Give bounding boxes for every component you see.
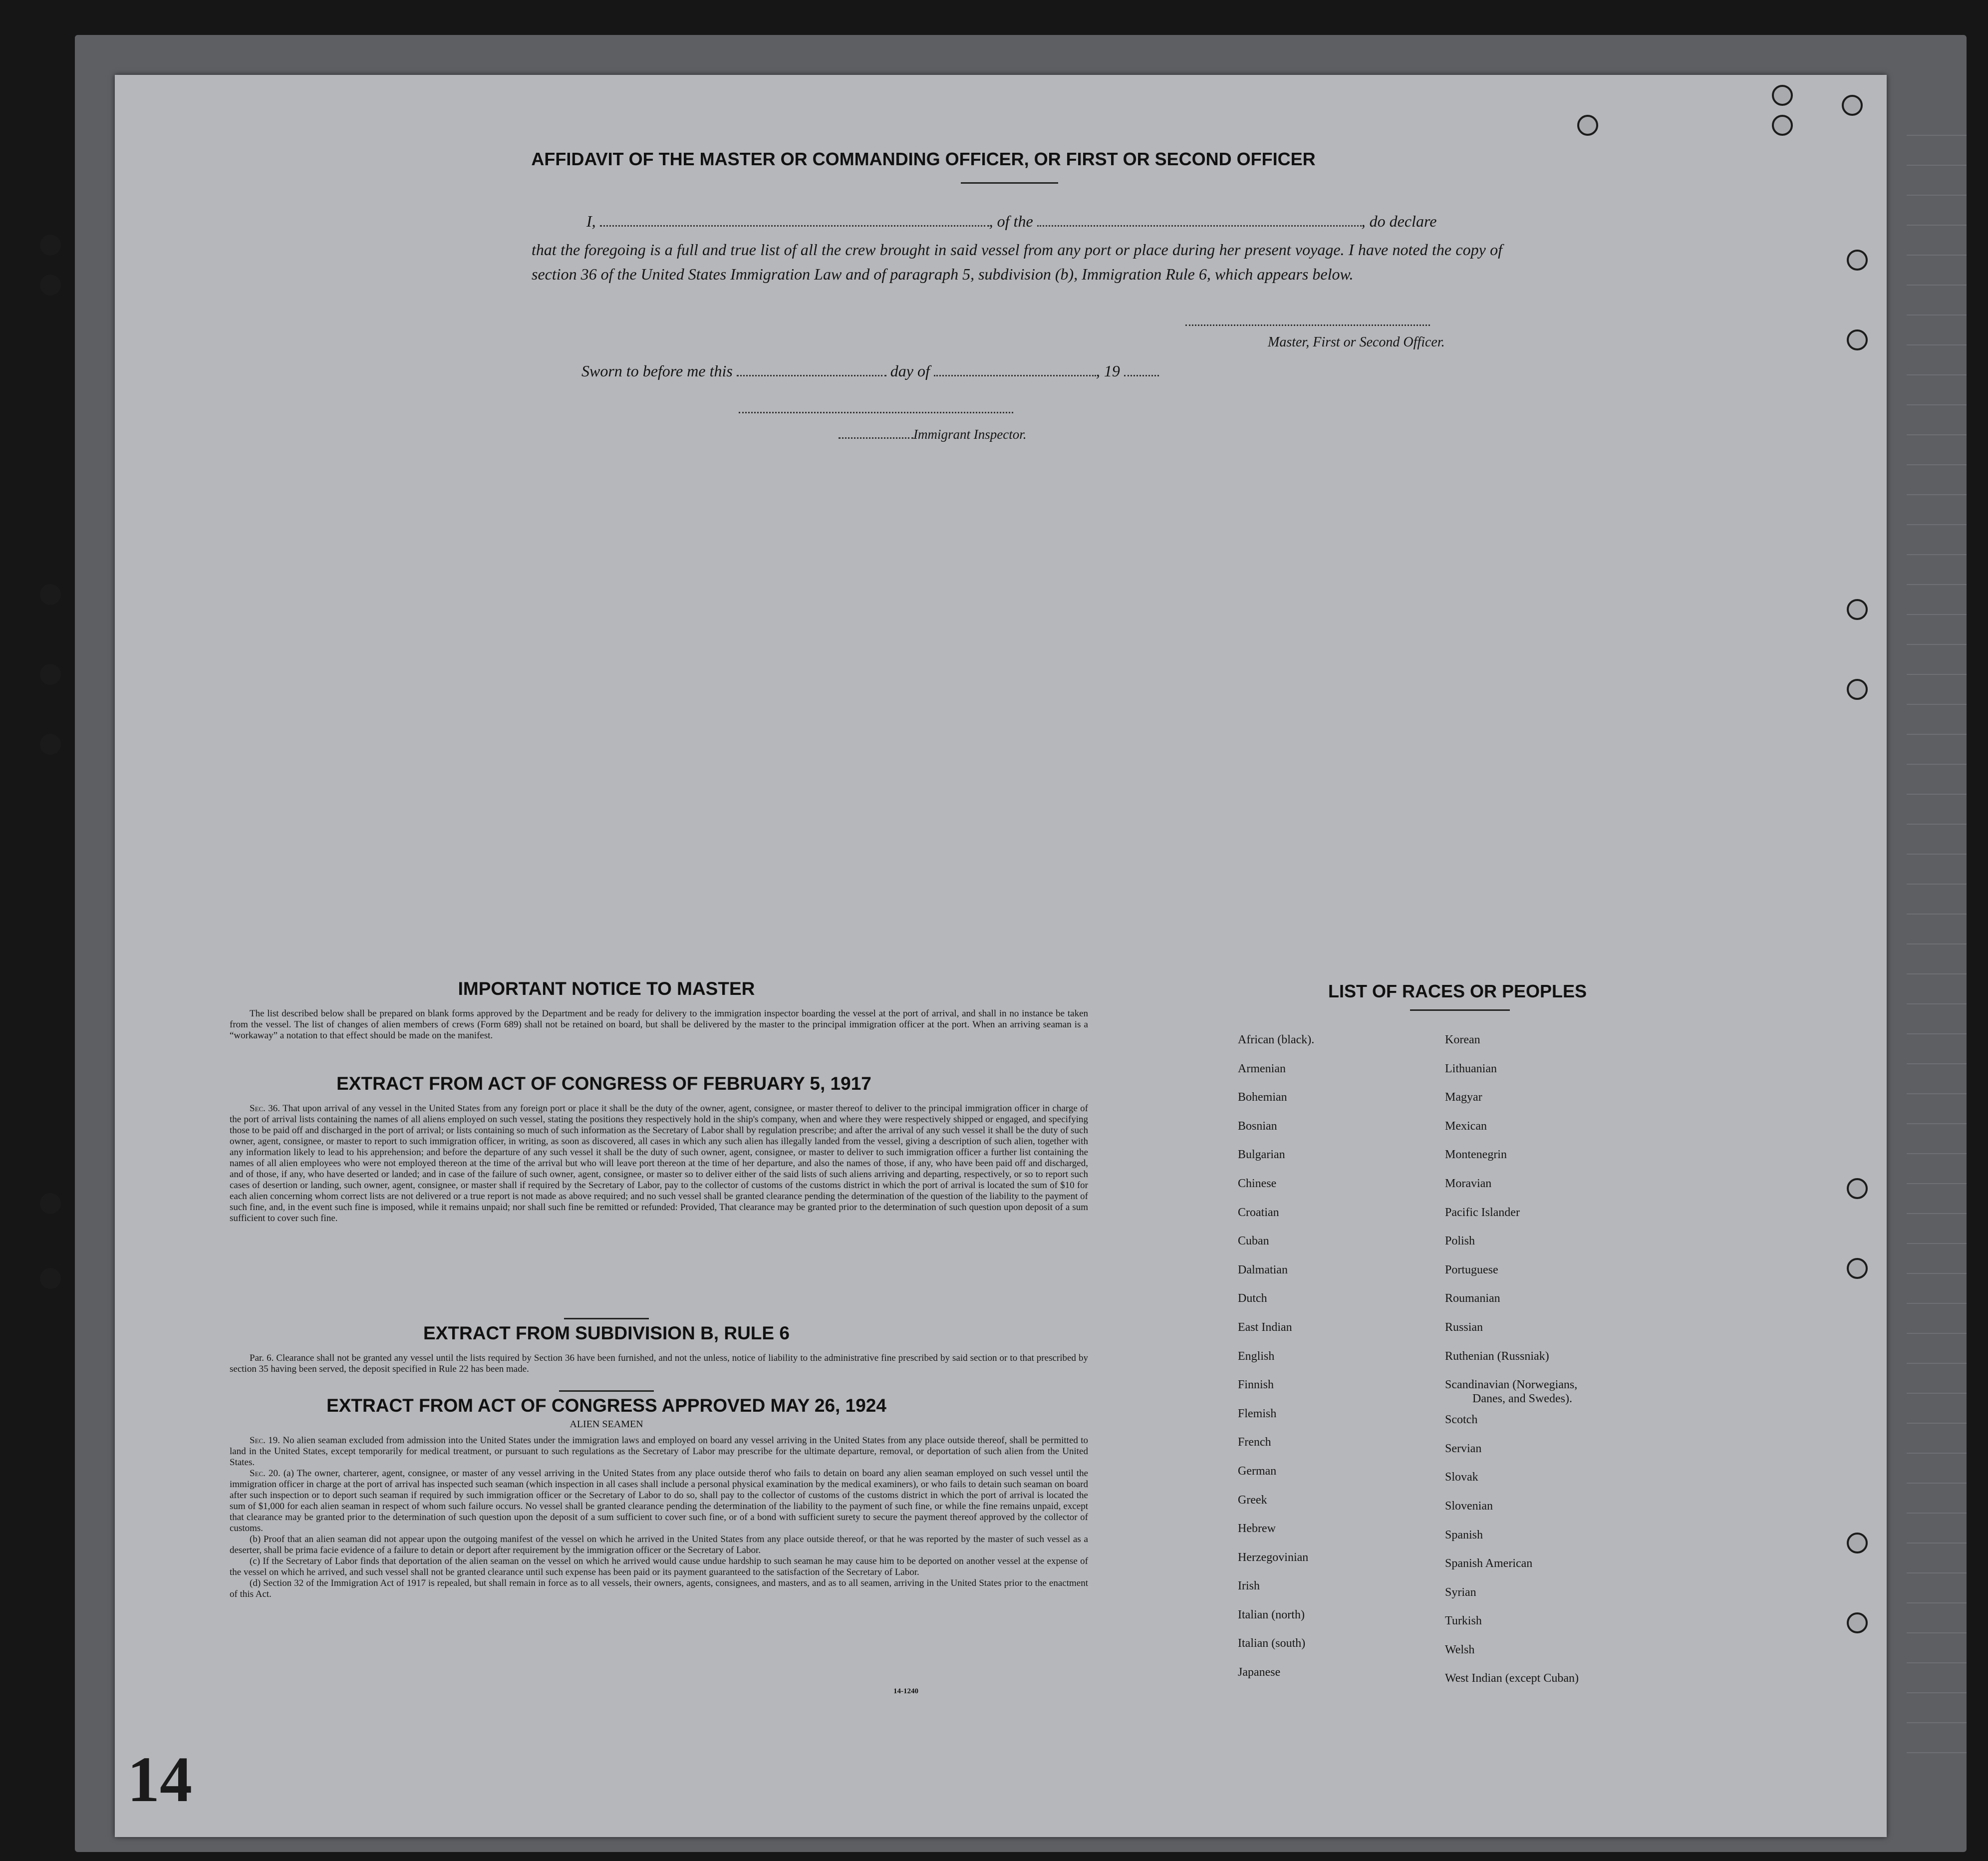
race-item: Bosnian — [1238, 1119, 1277, 1133]
extract-1917-title: EXTRACT FROM ACT OF CONGRESS OF FEBRUARY 5, 1917 — [336, 1073, 871, 1094]
sec-36-text: That upon arrival of any vessel in the United States from any foreign port or place it shall be the duty of the owner, agent, consignee, or master thereof to deliver to the principal immigration officer in charge of the port of arrival lists containing the names of all aliens employed on such vessel, stating the positions they respectively hold in the ship's company, when and where they were respectively shipped or engaged, and specifying those to be paid off and discharged in the port of arrival; or lists containing so much of such information as the Secretary of Labor shall by regulation prescribe; and after the arrival of any such vessel it shall be the duty of such owner, agent, consignee, or master to report to such immigration officer, in writing, as soon as discovered, all cases in which any such alien has illegally landed from the vessel, giving a description of such alien, together with any information likely to lead to his apprehension; and before the departure of any such vessel it shall be the duty of such owner, agent, consignee, or master to deliver to such immigration officer a further list containing the names of all alien employees who were not employed thereon at the time of the arrival but who will leave port thereon at the time of her departure, and also the names of those, if any, who have been paid off and discharged, and of those, if any, who have deserted or landed; and in case of the failure of such owner, agent, consignee, or master so to deliver either of the said lists of such aliens arriving and departing, respectively, or so to report such cases of desertion or landing, such owner, agent, consignee, or master shall if required by the Secretary of Labor, pay to the collector of customs of the customs district in which the port of arrival is located the sum of $10 for each alien concerning whom correct lists are not delivered or a true report is not made as above required; and no such vessel shall be granted clearance pending the determination of the question of the liability to the payment of such fine, and, in the event such fine is imposed, while it remains unpaid; nor shall such fine be remitted or refunded: Provided, That clearance may be granted prior to the determination of such question upon deposit of a sum sufficient to cover such fine. — [230, 1103, 1088, 1224]
race-item: West Indian (except Cuban) — [1445, 1672, 1579, 1685]
race-item: Montenegrin — [1445, 1148, 1507, 1162]
race-item: Dalmatian — [1238, 1263, 1288, 1276]
sec-19-label: Sec. 19. — [250, 1435, 281, 1446]
punch-hole — [1847, 1533, 1868, 1553]
sworn-label: Sworn to before me this — [581, 362, 733, 380]
affidavit-line-1 — [532, 212, 1505, 231]
officer-signature-field[interactable] — [1185, 324, 1430, 326]
extract-rule6-title: EXTRACT FROM SUBDIVISION B, RULE 6 — [423, 1323, 790, 1343]
sec-20c-text: (c) If the Secretary of Labor finds that deportation of the alien seaman on the vessel on which he arrived would cause undue hardship to such seaman he may cause him to be deported on another vessel at the expense of the vessel on which he arrived, and such vessel shall not be granted clearance until such expense has been paid or its payment guaranteed to the satisfaction of the Secretary of Labor. — [230, 1556, 1088, 1577]
sworn-year-field[interactable] — [1124, 375, 1159, 376]
race-item: Slovenian — [1445, 1499, 1493, 1513]
race-item: Moravian — [1445, 1177, 1492, 1190]
extract-1924-title: EXTRACT FROM ACT OF CONGRESS APPROVED MAY 26, 1924 — [326, 1395, 886, 1416]
race-item: Magyar — [1445, 1091, 1482, 1104]
divider — [564, 1318, 649, 1319]
sec-20a-text: (a) The owner, charterer, agent, consignee, or master of any vessel arriving in the United States from any place outside therof who fails to detain on board any alien seaman employed on such vessel until the immigration officer in charge at the port of arrival has inspected such seaman (which inspection in all cases shall include a personal physical examination by the medical examiners), or who fails to detain such seaman on board after such inspection or to deport such seaman if required by such immigration officer or the Secretary of Labor to do so, shall pay to the collector of customs of the customs district in which the port of arrival is located the sum of $1,000 for each alien seaman in respect of whom such failure occurs. No vessel shall be granted clearance pending the determination of the liability to the payment of such fine, or while the fine remains unpaid, except that clearance may be granted prior to the determination of such question upon the deposit of a sum sufficient to cover such fine, or of a bond with sufficient surety to secure the payment thereof approved by the collector of customs. — [230, 1468, 1089, 1534]
divider — [1410, 1009, 1510, 1011]
race-item: Spanish American — [1445, 1557, 1533, 1570]
binder-hole — [40, 275, 61, 296]
race-item: Turkish — [1445, 1614, 1482, 1628]
divider — [559, 1390, 654, 1392]
race-item: French — [1238, 1436, 1271, 1449]
divider — [961, 182, 1058, 184]
races-column-1 — [1238, 1026, 1314, 1687]
alien-seamen-subtitle: ALIEN SEAMEN — [569, 1419, 643, 1430]
race-item: Hebrew — [1238, 1522, 1276, 1536]
sec-19-text: No alien seaman excluded from admission into the United States under the immigration laws and employed on board any vessel arriving in the United States from any place outside thereof, shall be permitted to land in the United States, except temporarily for medical treatment, or pursuant to such regulations as the Secretary of Labor may prescribe for the ultimate departure, removal, or deportation of such alien from the United States. — [230, 1435, 1089, 1468]
race-item: Greek — [1238, 1493, 1267, 1507]
race-item: Servian — [1445, 1442, 1482, 1455]
race-item: Chinese — [1238, 1177, 1277, 1190]
race-item: Italian (south) — [1238, 1637, 1306, 1650]
sec-20-label: Sec. 20. — [250, 1468, 281, 1479]
race-item: Ruthenian (Russniak) — [1445, 1349, 1549, 1363]
punch-hole — [1847, 679, 1868, 700]
punch-hole — [1847, 599, 1868, 620]
race-item: Cuban — [1238, 1235, 1269, 1248]
sworn-line — [581, 362, 1159, 380]
race-item: English — [1238, 1349, 1275, 1363]
race-item: Scandinavian (Norwegians, — [1445, 1378, 1578, 1392]
punch-hole — [1847, 1258, 1868, 1279]
race-item: Dutch — [1238, 1292, 1267, 1305]
race-item: East Indian — [1238, 1320, 1292, 1334]
race-item: Italian (north) — [1238, 1608, 1305, 1621]
sec-20b-text: (b) Proof that an alien seaman did not appear upon the outgoing manifest of the vessel on which he arrived in the United States from any place outside thereof, or that he was reported by the master of such vessel as a deserter, shall be prima facie evidence of a failure to detain or deport after requirement by the immigration officer or the Secretary of Labor. — [230, 1534, 1088, 1555]
punch-hole — [1772, 85, 1793, 106]
binder-hole — [40, 734, 61, 755]
race-item: Finnish — [1238, 1378, 1274, 1392]
punch-hole — [1772, 115, 1793, 136]
extract-1924-text — [230, 1435, 1088, 1600]
sec-20d-text: (d) Section 32 of the Immigration Act of 1917 is repealed, but shall remain in force as to all vessels, their owners, agents, consignees, and masters, and as to all seamen, arriving in the United States prior to the enactment of this Act. — [230, 1578, 1088, 1599]
inspector-line — [839, 427, 1026, 442]
race-item: Irish — [1238, 1579, 1260, 1593]
race-item: Bulgarian — [1238, 1148, 1285, 1162]
page-number: 14 — [127, 1744, 192, 1816]
race-item: African (black). — [1238, 1033, 1315, 1046]
form-number: 14-1240 — [893, 1687, 918, 1695]
day-of-label: day of — [890, 362, 930, 380]
crew-list-form-page — [115, 75, 1887, 1837]
year-label: , 19 — [1096, 362, 1120, 380]
affidavit-i-label: I, — [586, 212, 596, 230]
punch-hole — [1847, 1612, 1868, 1633]
punch-hole — [1842, 95, 1863, 116]
ruled-edge-lines — [1907, 135, 1967, 1782]
race-item: Japanese — [1238, 1666, 1281, 1679]
notice-title: IMPORTANT NOTICE TO MASTER — [458, 978, 755, 999]
affidavit-title: AFFIDAVIT OF THE MASTER OR COMMANDING OFFICER, OR FIRST OR SECOND OFFICER — [531, 149, 1316, 169]
race-item: Armenian — [1238, 1062, 1286, 1075]
race-item: Flemish — [1238, 1407, 1277, 1420]
race-item: Croatian — [1238, 1206, 1279, 1219]
binder-hole — [40, 584, 61, 605]
race-item: Mexican — [1445, 1119, 1487, 1133]
race-item: Korean — [1445, 1033, 1480, 1046]
race-item: Portuguese — [1445, 1263, 1498, 1276]
sworn-day-field[interactable] — [737, 375, 886, 376]
extract-1917-text — [230, 1103, 1088, 1224]
do-declare-label: , do declare — [1361, 212, 1437, 230]
punch-hole — [1847, 329, 1868, 350]
race-item: Russian — [1445, 1320, 1483, 1334]
binder-hole — [40, 235, 61, 256]
sworn-month-field[interactable] — [934, 375, 1096, 376]
binder-hole — [40, 664, 61, 685]
race-item: Lithuanian — [1445, 1062, 1497, 1075]
punch-hole — [1847, 250, 1868, 271]
notice-paragraph: The list described below shall be prepared on blank forms approved by the Department and be ready for delivery to the immigration inspector boarding the vessel at the port of arrival, and shall in no instance be taken from the vessel. The list of changes of alien members of crews (Form 689) shall not be retained on board, but shall be delivered by the master to the principal immigration officer at the port. When an arriving seaman is a “workaway” a notation to that effect should be made on the manifest. — [230, 1008, 1088, 1041]
binder-hole — [40, 1193, 61, 1214]
race-item: Scotch — [1445, 1413, 1478, 1427]
rule6-paragraph: Par. 6. Clearance shall not be granted any vessel until the lists required by Section 36 have been furnished, and not the unless, notice of liability to the administrative fine prescribed by said section or to that prescribed by section 35 having been served, the deposit specified in Rule 22 has been made. — [230, 1353, 1088, 1374]
punch-hole — [1847, 1178, 1868, 1199]
inspector-dots — [839, 437, 913, 439]
of-the-label: , of the — [989, 212, 1033, 230]
races-title: LIST OF RACES OR PEOPLES — [1328, 981, 1587, 1001]
vessel-name-field[interactable] — [1037, 225, 1362, 227]
race-item: Syrian — [1445, 1585, 1476, 1599]
race-item: Spanish — [1445, 1528, 1483, 1542]
sec-36-label: Sec. 36. — [250, 1103, 281, 1114]
races-column-2 — [1445, 1026, 1579, 1693]
punch-hole — [1577, 115, 1598, 136]
race-item: Herzegovinian — [1238, 1551, 1309, 1564]
race-item: Pacific Islander — [1445, 1206, 1520, 1219]
race-item: Danes, and Swedes). — [1472, 1392, 1572, 1406]
race-item: German — [1238, 1464, 1277, 1478]
race-item: Welsh — [1445, 1643, 1475, 1656]
extract-rule6-text — [230, 1353, 1088, 1375]
officer-signature-label: Master, First or Second Officer. — [1268, 334, 1445, 350]
inspector-signature-field[interactable] — [739, 412, 1013, 413]
notice-text — [230, 1008, 1088, 1041]
race-item: Slovak — [1445, 1471, 1478, 1484]
master-name-field[interactable] — [600, 225, 989, 227]
inspector-label: Immigrant Inspector. — [913, 427, 1027, 442]
binder-hole — [40, 1268, 61, 1289]
affidavit-declaration: that the foregoing is a full and true list of all the crew brought in said vessel from any port or place during her present voyage. I have noted the copy of section 36 of the United States Immigration Law and of paragraph 5, subdivision (b), Immigration Rule 6, which appears below. — [532, 241, 1502, 283]
race-item: Polish — [1445, 1235, 1475, 1248]
race-item: Roumanian — [1445, 1292, 1500, 1305]
race-item: Bohemian — [1238, 1091, 1287, 1104]
